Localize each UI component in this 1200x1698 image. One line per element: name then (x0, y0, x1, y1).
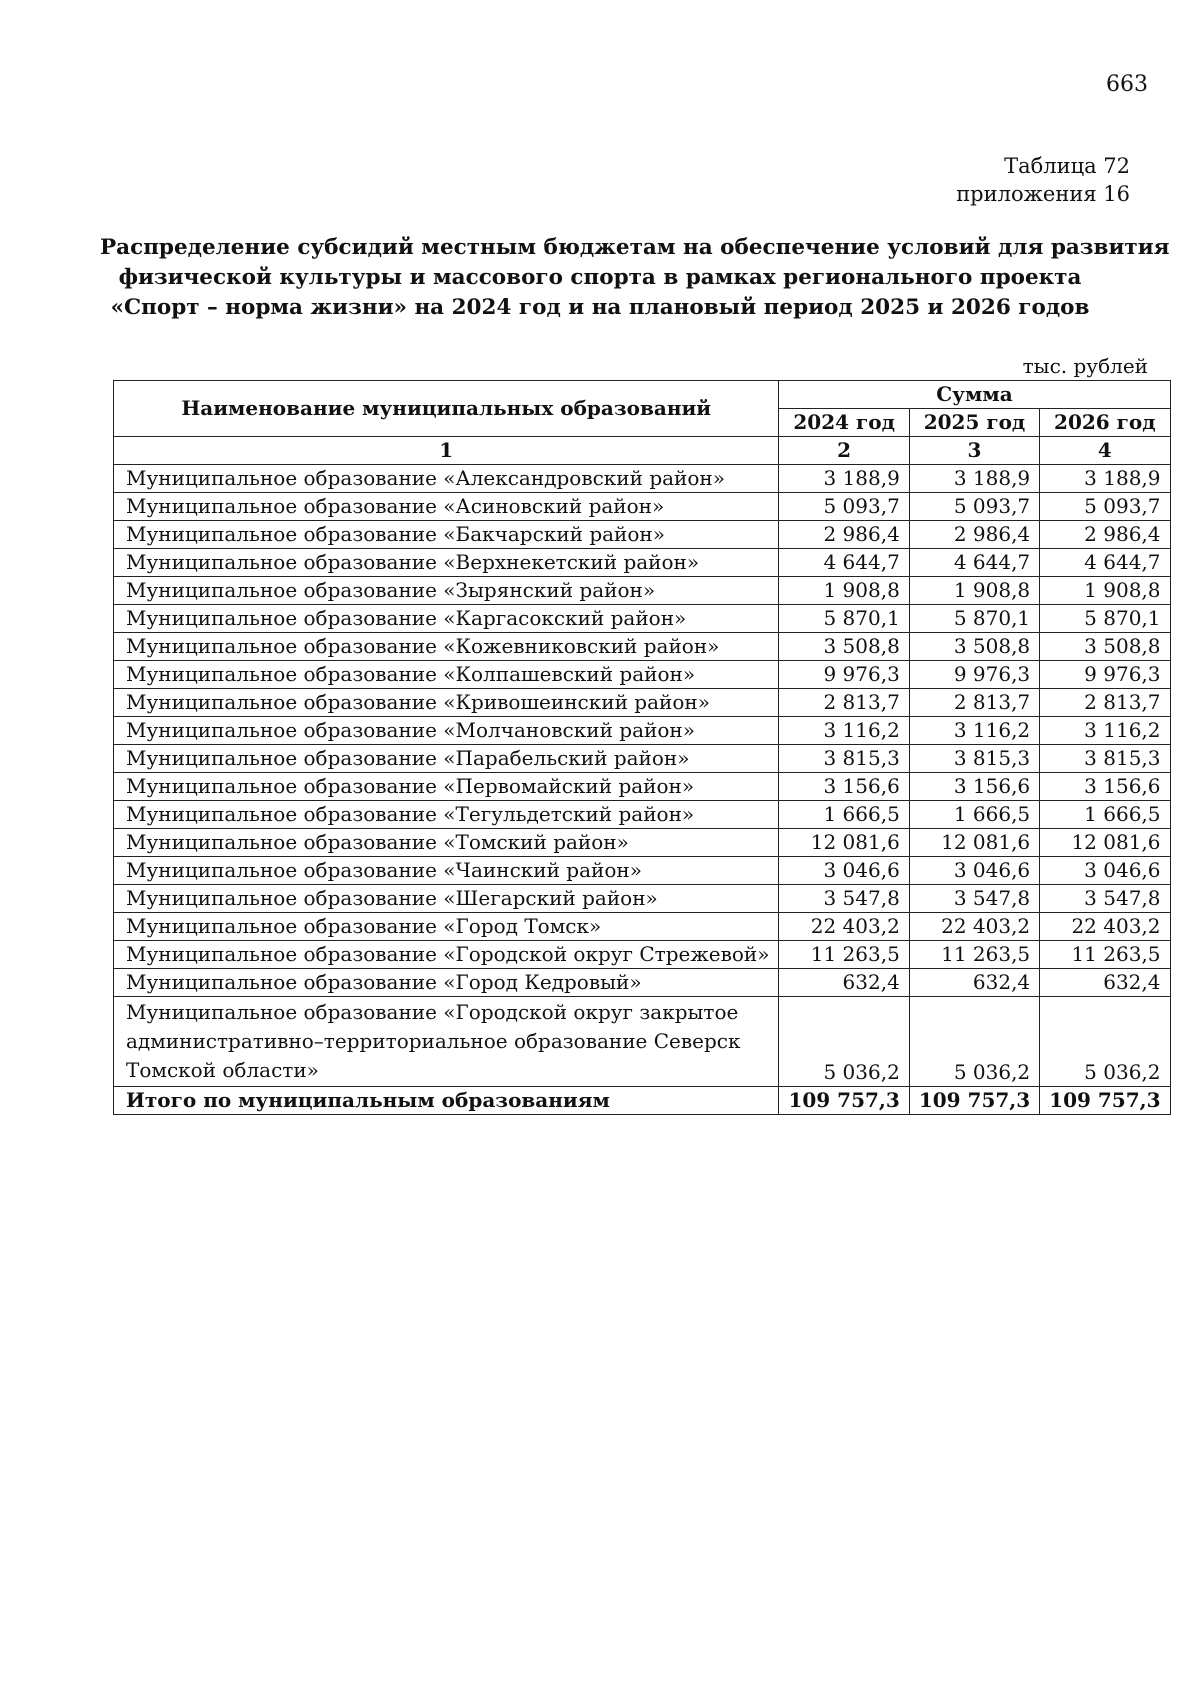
amount-2024: 3 046,6 (779, 857, 909, 885)
municipality-name: Муниципальное образование «Асиновский район» (114, 493, 779, 521)
total-row (114, 1087, 1171, 1115)
amount-2024: 5 036,2 (779, 997, 909, 1087)
amount-2025: 22 403,2 (909, 913, 1039, 941)
municipality-name: Муниципальное образование «Шегарский район» (114, 885, 779, 913)
municipality-name: Муниципальное образование «Томский район» (114, 829, 779, 857)
column-number: 1 (114, 437, 779, 465)
header-year-2025: 2025 год (909, 409, 1039, 437)
amount-2025: 9 976,3 (909, 661, 1039, 689)
amount-2024: 3 508,8 (779, 633, 909, 661)
title-line2: физической культуры и массового спорта в рамках регионального проекта (118, 265, 1082, 290)
amount-2024: 2 986,4 (779, 521, 909, 549)
total-2024: 109 757,3 (779, 1087, 909, 1115)
table-row (114, 969, 1171, 997)
amount-2025: 3 815,3 (909, 745, 1039, 773)
municipality-name: Муниципальное образование «Тегульдетский район» (114, 801, 779, 829)
amount-2026: 9 976,3 (1040, 661, 1170, 689)
page-number: 663 (1106, 72, 1148, 97)
amount-2024: 11 263,5 (779, 941, 909, 969)
amount-2025: 1 666,5 (909, 801, 1039, 829)
municipality-name: Муниципальное образование «Верхнекетский район» (114, 549, 779, 577)
table-row (114, 605, 1171, 633)
column-number: 2 (779, 437, 909, 465)
table-row (114, 661, 1171, 689)
municipality-name: Муниципальное образование «Бакчарский район» (114, 521, 779, 549)
table-row (114, 913, 1171, 941)
municipality-name: Муниципальное образование «Парабельский район» (114, 745, 779, 773)
amount-2026: 4 644,7 (1040, 549, 1170, 577)
amount-2024: 1 908,8 (779, 577, 909, 605)
amount-2026: 3 188,9 (1040, 465, 1170, 493)
header-row (114, 381, 1171, 409)
amount-2025: 3 188,9 (909, 465, 1039, 493)
municipality-name: Муниципальное образование «Чаинский район» (114, 857, 779, 885)
amount-2024: 2 813,7 (779, 689, 909, 717)
amount-2026: 3 046,6 (1040, 857, 1170, 885)
municipality-name: Муниципальное образование «Молчановский район» (114, 717, 779, 745)
amount-2026: 5 093,7 (1040, 493, 1170, 521)
document-title (100, 233, 1170, 323)
municipality-name: Муниципальное образование «Колпашевский район» (114, 661, 779, 689)
table-row (114, 633, 1171, 661)
amount-2025: 3 116,2 (909, 717, 1039, 745)
total-2026: 109 757,3 (1040, 1087, 1170, 1115)
municipality-name: Муниципальное образование «Город Кедровый» (114, 969, 779, 997)
amount-2024: 12 081,6 (779, 829, 909, 857)
table-row (114, 465, 1171, 493)
amount-2026: 5 036,2 (1040, 997, 1170, 1087)
table-body (114, 437, 1171, 1087)
municipality-name: Муниципальное образование «Каргасокский район» (114, 605, 779, 633)
amount-2024: 3 815,3 (779, 745, 909, 773)
municipality-name: Муниципальное образование «Кривошеинский район» (114, 689, 779, 717)
amount-2026: 3 547,8 (1040, 885, 1170, 913)
amount-2026: 3 156,6 (1040, 773, 1170, 801)
table-row (114, 885, 1171, 913)
table-ref-line2: приложения 16 (956, 182, 1130, 206)
table-row (114, 577, 1171, 605)
amount-2026: 2 986,4 (1040, 521, 1170, 549)
amount-2024: 5 870,1 (779, 605, 909, 633)
amount-2024: 3 116,2 (779, 717, 909, 745)
table-ref-line1: Таблица 72 (1004, 154, 1130, 178)
header-year-2024: 2024 год (779, 409, 909, 437)
municipality-name: Муниципальное образование «Городской округ закрытое административно–территориальное образование Северск Томской области» (114, 997, 779, 1087)
amount-2026: 3 508,8 (1040, 633, 1170, 661)
table-row (114, 997, 1171, 1087)
amount-2024: 9 976,3 (779, 661, 909, 689)
amount-2024: 632,4 (779, 969, 909, 997)
amount-2025: 2 813,7 (909, 689, 1039, 717)
amount-2026: 1 908,8 (1040, 577, 1170, 605)
header-sum: Сумма (779, 381, 1170, 409)
amount-2024: 5 093,7 (779, 493, 909, 521)
title-line3: «Спорт – норма жизни» на 2024 год и на плановый период 2025 и 2026 годов (110, 295, 1090, 320)
subsidies-table (113, 380, 1171, 1115)
amount-2025: 632,4 (909, 969, 1039, 997)
amount-2025: 5 093,7 (909, 493, 1039, 521)
total-label: Итого по муниципальным образованиям (114, 1087, 779, 1115)
amount-2024: 4 644,7 (779, 549, 909, 577)
amount-2025: 4 644,7 (909, 549, 1039, 577)
amount-2024: 22 403,2 (779, 913, 909, 941)
table-row (114, 857, 1171, 885)
amount-2026: 11 263,5 (1040, 941, 1170, 969)
amount-2025: 12 081,6 (909, 829, 1039, 857)
amount-2024: 3 156,6 (779, 773, 909, 801)
amount-2025: 5 036,2 (909, 997, 1039, 1087)
column-number: 3 (909, 437, 1039, 465)
amount-2026: 2 813,7 (1040, 689, 1170, 717)
header-year-2026: 2026 год (1040, 409, 1170, 437)
municipality-name: Муниципальное образование «Кожевниковский район» (114, 633, 779, 661)
table-row (114, 941, 1171, 969)
municipality-name: Муниципальное образование «Зырянский район» (114, 577, 779, 605)
table-row (114, 773, 1171, 801)
column-number: 4 (1040, 437, 1170, 465)
amount-2026: 3 815,3 (1040, 745, 1170, 773)
amount-2024: 1 666,5 (779, 801, 909, 829)
table-reference (956, 152, 1130, 208)
amount-2026: 1 666,5 (1040, 801, 1170, 829)
table-row (114, 829, 1171, 857)
title-line1: Распределение субсидий местным бюджетам на обеспечение условий для развития (100, 235, 1170, 260)
table-row (114, 745, 1171, 773)
municipality-name: Муниципальное образование «Городской округ Стрежевой» (114, 941, 779, 969)
total-2025: 109 757,3 (909, 1087, 1039, 1115)
amount-2025: 1 908,8 (909, 577, 1039, 605)
column-numbers-row (114, 437, 1171, 465)
amount-2024: 3 547,8 (779, 885, 909, 913)
table-row (114, 521, 1171, 549)
amount-2025: 3 547,8 (909, 885, 1039, 913)
amount-2026: 22 403,2 (1040, 913, 1170, 941)
municipality-name: Муниципальное образование «Александровский район» (114, 465, 779, 493)
amount-2025: 3 156,6 (909, 773, 1039, 801)
municipality-name: Муниципальное образование «Город Томск» (114, 913, 779, 941)
header-name: Наименование муниципальных образований (114, 381, 779, 437)
amount-2026: 632,4 (1040, 969, 1170, 997)
amount-2025: 11 263,5 (909, 941, 1039, 969)
amount-2025: 2 986,4 (909, 521, 1039, 549)
table-row (114, 689, 1171, 717)
amount-2025: 3 046,6 (909, 857, 1039, 885)
table-row (114, 801, 1171, 829)
municipality-name: Муниципальное образование «Первомайский район» (114, 773, 779, 801)
amount-2026: 12 081,6 (1040, 829, 1170, 857)
units-label: тыс. рублей (1022, 354, 1148, 378)
table-row (114, 549, 1171, 577)
amount-2026: 5 870,1 (1040, 605, 1170, 633)
amount-2024: 3 188,9 (779, 465, 909, 493)
amount-2025: 3 508,8 (909, 633, 1039, 661)
amount-2026: 3 116,2 (1040, 717, 1170, 745)
table-row (114, 493, 1171, 521)
amount-2025: 5 870,1 (909, 605, 1039, 633)
table-row (114, 717, 1171, 745)
